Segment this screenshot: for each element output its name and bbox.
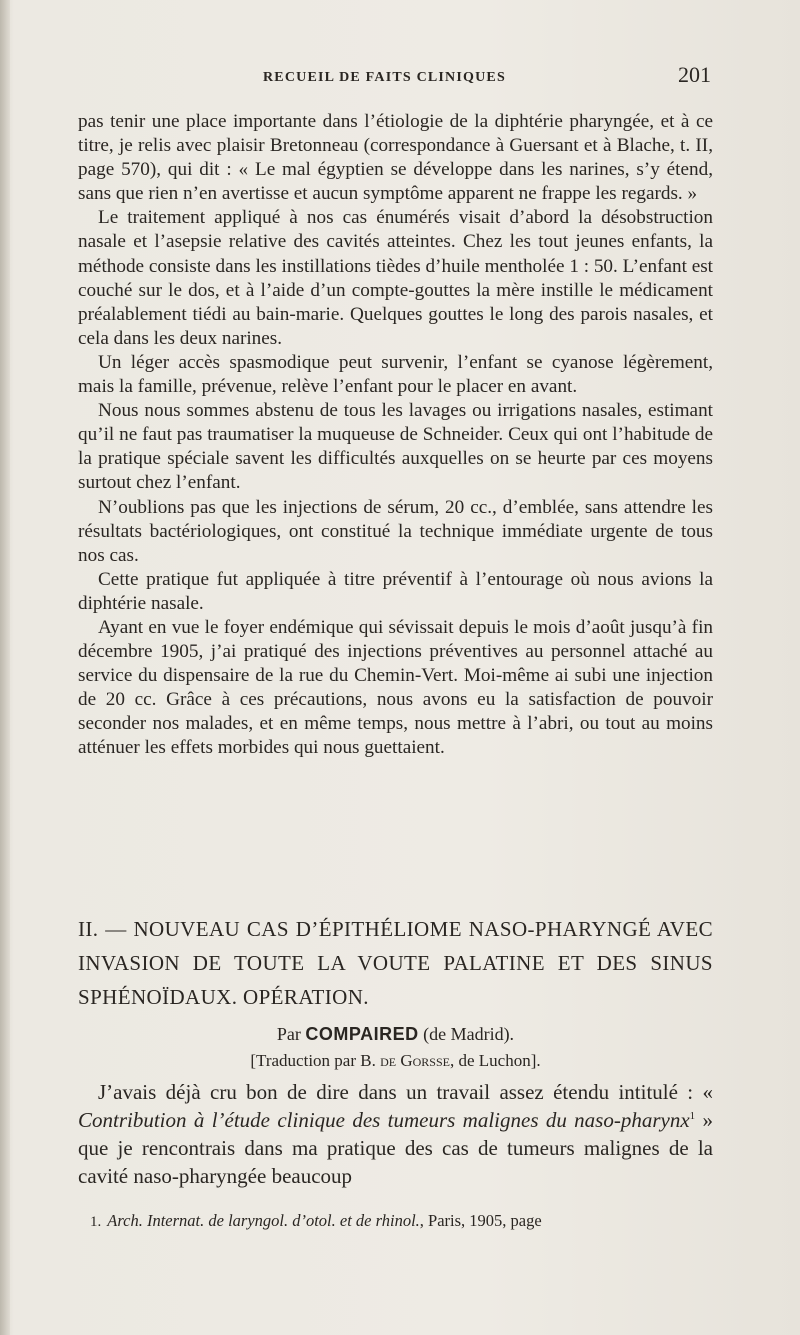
footnote-reference: 1	[689, 1110, 696, 1122]
section-number: II.	[78, 917, 99, 941]
body-text	[78, 110, 713, 761]
paragraph: Le traitement appliqué à nos cas énumérés visait d’abord la désobstruction nasale et l’asepsie relative des cavités atteintes. Chez les tout jeunes enfants, la méthode consiste dans les instillations tièdes d’huile mentholée 1 : 50. L’enfant est couché sur le dos, et à l’aide d’un compte-gouttes la mère instille le médicament préalablement tiédi au bain-marie. Quelques gouttes le long des parois nasales, et cela dans les deux narines.	[78, 207, 714, 349]
paragraph: Nous nous sommes abstenu de tous les lavages ou irrigations nasales, estimant qu’il ne faut pas traumatiser la muqueuse de Schneider. Ceux qui ont l’habitude de la pratique spéciale savent les difficultés auxquelles on se heurte par ces moyens surtout chez l’enfant.	[78, 400, 713, 494]
translator-name: Gorsse	[400, 1051, 450, 1070]
article-paragraph	[78, 1078, 713, 1190]
paragraph: pas tenir une place importante dans l’étiologie de la diphtérie pharyngée, et à ce titre, je relis avec plaisir Bretonneau (correspondance à Guersant et à Blache, t. II, page 570), qui dit : « Le mal égyptien se développe dans les narines, s’y étend, sans que rien n’en avertisse et aucun symptôme apparent ne frappe les regards. »	[78, 111, 713, 205]
footnote-rest: , Paris, 1905, page	[419, 1211, 542, 1230]
footnote-marker: 1.	[90, 1214, 102, 1230]
section-dash: —	[105, 917, 127, 941]
author-name: COMPAIRED	[305, 1024, 419, 1044]
footnote-journal: Arch. Internat. de laryngol. d’otol. et de rhinol.	[107, 1211, 420, 1230]
page-gutter-shadow	[0, 0, 10, 1335]
footnote	[90, 1210, 712, 1233]
translation-particle: de	[380, 1051, 397, 1070]
translation-prefix: [Traduction par B.	[250, 1051, 376, 1070]
paragraph: Un léger accès spasmodique peut survenir, l’enfant se cyanose légèrement, mais la famille, prévenue, relève l’enfant pour le placer en avant.	[78, 351, 713, 398]
author-place: (de Madrid).	[423, 1024, 515, 1044]
article-text-start: J’avais déjà cru bon de dire dans un travail assez étendu intitulé : «	[98, 1080, 713, 1104]
section-heading-block	[78, 912, 713, 1073]
section-title-text: NOUVEAU CAS D’ÉPITHÉLIOME NASO-PHARYNGÉ AVEC INVASION DE TOUTE LA VOUTE PALATINE ET DES SINUS SPHÉNOÏDAUX. OPÉRATION.	[78, 917, 713, 1009]
section-title	[78, 912, 713, 1014]
running-title: RECUEIL DE FAITS CLINIQUES	[263, 70, 506, 85]
paragraph: Cette pratique fut appliquée à titre préventif à l’entourage où nous avions la diphtérie nasale.	[78, 568, 713, 614]
article-text-end: » que je rencontrais dans ma pratique des cas de tumeurs malignes de la cavité naso-pharyngée beaucoup	[78, 1108, 713, 1188]
page-header	[78, 62, 713, 92]
translation-suffix: , de Luchon].	[449, 1051, 541, 1070]
article-text	[78, 1078, 713, 1190]
byline-prefix: Par	[276, 1024, 301, 1044]
byline	[78, 1022, 713, 1046]
paragraph: N’oublions pas que les injections de sérum, 20 cc., d’emblée, sans attendre les résultats bactériologiques, ont constitué la technique immédiate urgente de tous nos cas.	[78, 496, 713, 566]
page-number: 201	[678, 62, 711, 87]
paragraph: Ayant en vue le foyer endémique qui sévissait depuis le mois d’août jusqu’à fin décembre 1905, j’ai pratiqué des injections préventives au personnel attaché au service du dispensaire de la rue du Chemin-Vert. Moi-même ai subi une injection de 20 cc. Grâce à ces précautions, nous avons eu la satisfaction de pouvoir seconder nos malades, et en même temps, nous mettre à l’abri, ou tout au moins atténuer les effets morbides qui nous guettaient.	[78, 616, 713, 759]
translation-credit	[78, 1049, 713, 1073]
cited-work-title: Contribution à l’étude clinique des tumeurs malignes du naso-pharynx	[78, 1108, 690, 1132]
